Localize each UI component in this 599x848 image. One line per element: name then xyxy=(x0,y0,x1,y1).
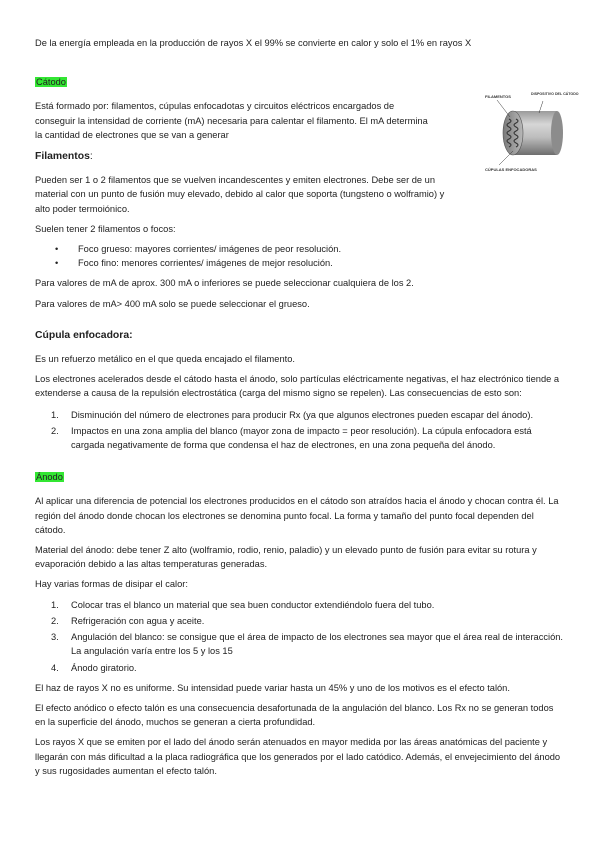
figure-label-cupulas: CÚPULAS ENFOCADORAS xyxy=(485,167,537,173)
filamentos-paragraph-3: Para valores de mA de aprox. 300 mA o inferiores se puede seleccionar cualquiera de los 2. xyxy=(35,278,414,289)
catodo-label-line xyxy=(35,75,563,89)
list-number: 3. xyxy=(51,632,59,643)
list-number: 2. xyxy=(51,615,59,626)
list-item xyxy=(35,424,563,452)
filamentos-heading: Filamentos xyxy=(35,151,90,163)
cupula-paragraph-1: Es un refuerzo metálico en el que queda encajado el filamento. xyxy=(35,354,295,365)
list-item xyxy=(35,661,563,675)
list-item xyxy=(35,256,563,270)
bullet-glyph: • xyxy=(55,258,59,269)
list-item xyxy=(35,614,563,628)
pointer-cupulas xyxy=(499,151,513,165)
cupula-paragraph-2: Los electrones acelerados desde el cátodo hasta el ánodo, solo partículas eléctricamente negativas, el haz electrónico tiende a extenderse a causa de la repulsión electrostática (carga del mismo signo se repelen). Las consecuencias de esto son: xyxy=(35,374,560,399)
list-number: 2. xyxy=(51,425,59,436)
list-number: 1. xyxy=(51,409,59,420)
anodo-paragraph-3: Hay varias formas de disipar el calor: xyxy=(35,579,188,590)
bullet-text: Foco fino: menores corrientes/ imágenes de mejor resolución. xyxy=(78,258,333,269)
filamentos-paragraph-1: Pueden ser 1 o 2 filamentos que se vuelven incandescentes y emiten electrones. Debe ser de un material con un punto de fusión muy elevado, debido al calor que soporta (tungsteno o wolframio) y alto poder termoiónico. xyxy=(35,175,445,214)
filamentos-paragraph-2: Suelen tener 2 filamentos o focos: xyxy=(35,223,176,234)
figure-label-filamentos: FILAMENTOS xyxy=(485,94,511,100)
anodo-label-line xyxy=(35,470,563,484)
list-text: Ánodo giratorio. xyxy=(71,662,137,673)
anodo-paragraph-6: Los rayos X que se emiten por el lado del ánodo serán atenuados en mayor medida por las áreas anatómicas del paciente y llegarán con más dificultad a la placa radiográfica que los generados por el lado catódico. Además, el envejecimiento del ánodo y sus rugosidades aumentan el efecto talón. xyxy=(35,737,561,776)
anodo-label: Ánodo xyxy=(36,472,63,483)
document-page xyxy=(35,36,579,778)
list-item xyxy=(35,630,563,658)
pointer-filamentos xyxy=(497,100,510,117)
intro-paragraph: De la energía empleada en la producción de rayos X el 99% se convierte en calor y solo el 1% en rayos X xyxy=(35,38,472,48)
cupula-numbered-list xyxy=(35,408,563,453)
anodo-paragraph-4: El haz de rayos X no es uniforme. Su intensidad puede variar hasta un 45% y uno de los motivos es el efecto talón. xyxy=(35,682,510,693)
anodo-paragraph-2: Material del ánodo: debe tener Z alto (wolframio, rodio, renio, paladio) y un elevado punto de fusión para evitar su rotura y evaporación debido a las altas temperaturas generadas. xyxy=(35,545,537,570)
filamentos-paragraph-4: Para valores de mA> 400 mA solo se puede seleccionar el grueso. xyxy=(35,298,310,309)
anodo-paragraph-5: El efecto anódico o efecto talón es una consecuencia desafortunada de la angulación del blanco. Los Rx no se generan todos en la superficie del ánodo, muchos se generan a cierta profundidad. xyxy=(35,702,554,728)
catodo-label: Cátodo xyxy=(36,77,66,88)
list-number: 1. xyxy=(51,599,59,610)
cylinder-end xyxy=(551,111,563,155)
catodo-paragraph: Está formado por: filamentos, cúpulas enfocadotas y circuitos eléctricos encargados de conseguir la intensidad de corriente (mA) necesaria para calentar el filamento. El mA determina la cantidad de electrones que se van a generar xyxy=(35,101,428,140)
cylinder-face xyxy=(503,111,523,155)
bullet-glyph: • xyxy=(55,244,59,255)
filamentos-heading-suffix: : xyxy=(89,151,93,163)
cupula-heading: Cúpula enfocadora: xyxy=(35,329,133,341)
figure-label-dispositivo: DISPOSITIVO DEL CÁTODO xyxy=(531,92,579,97)
list-item xyxy=(35,598,563,612)
cathode-diagram xyxy=(483,89,579,179)
catodo-section xyxy=(35,92,579,173)
bullet-text: Foco grueso: mayores corrientes/ imágenes de peor resolución. xyxy=(78,244,342,255)
list-text: Impactos en una zona amplia del blanco (mayor zona de impacto = peor resolución). La cúpula enfocadora está cargada negativamente de forma que condensa el haz de electrones, en una zona pequeña del ánodo. xyxy=(71,425,532,451)
anodo-numbered-list xyxy=(35,598,563,675)
list-text: Angulación del blanco: se consigue que el área de impacto de los electrones sea mayor que el área real de interacción. La angulación varía entre los 5 y los 15 xyxy=(71,632,564,657)
list-text: Refrigeración con agua y aceite. xyxy=(71,615,205,626)
anodo-paragraph-1: Al aplicar una diferencia de potencial los electrones producidos en el cátodo son atraídos hacia el ánodo y chocan contra él. La región del ánodo donde chocan los electrones se denomina punto focal. La forma y tamaño del punto focal dependen del cátodo. xyxy=(35,496,559,535)
list-item xyxy=(35,408,563,422)
list-text: Disminución del número de electrones para producir Rx (ya que algunos electrones pueden escapar del ánodo). xyxy=(71,409,534,420)
filamentos-bullet-list xyxy=(35,242,563,270)
list-number: 4. xyxy=(51,662,59,673)
list-item xyxy=(35,242,563,256)
list-text: Colocar tras el blanco un material que sea buen conductor extendiéndolo fuera del tubo. xyxy=(71,599,435,610)
